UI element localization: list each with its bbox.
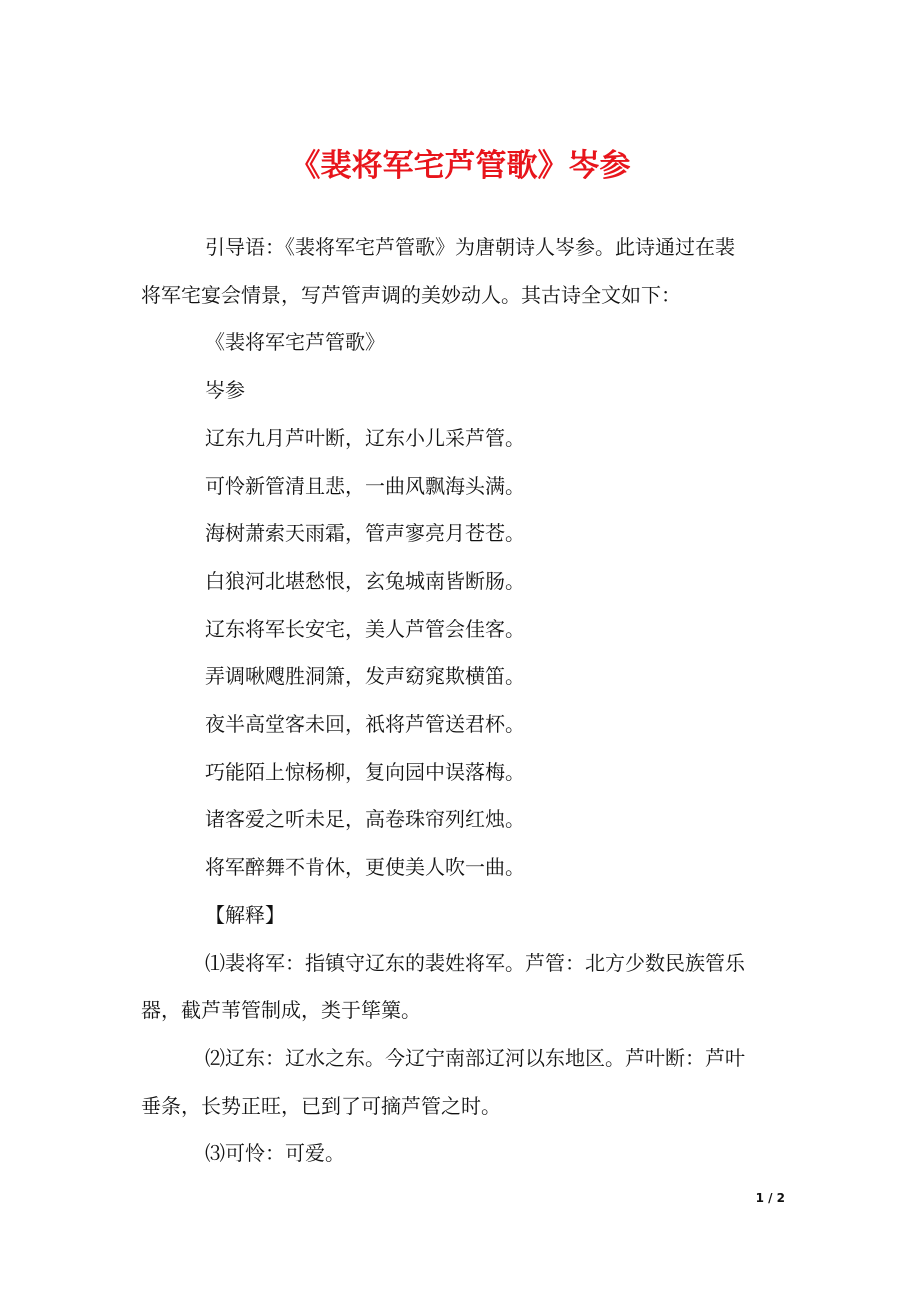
note-paragraph xyxy=(141,1035,781,1130)
poem-line: 辽东九月芦叶断，辽东小儿采芦管。 xyxy=(205,425,525,450)
intro-paragraph xyxy=(141,224,781,319)
poem-line: 将军醉舞不肯休，更使美人吹一曲。 xyxy=(205,855,525,880)
note-1-line-1: ⑴裴将军：指镇守辽东的裴姓将军。芦管：北方少数民族管乐 xyxy=(205,950,745,975)
poem-line: 辽东将军长安宅，美人芦管会佳客。 xyxy=(205,616,525,641)
poem-line: 可怜新管清且悲，一曲风飘海头满。 xyxy=(205,473,525,498)
note-paragraph xyxy=(141,940,781,1035)
note-3-line-1: ⑶可怜：可爱。 xyxy=(205,1141,345,1166)
poem-line: 诸客爱之听未足，高卷珠帘列红烛。 xyxy=(205,807,525,832)
document-title: 《裴将军宅芦管歌》岑参 xyxy=(289,148,631,184)
poem-line: 巧能陌上惊杨柳，复向园中误落梅。 xyxy=(205,759,525,784)
note-paragraph xyxy=(141,1130,781,1178)
document-body xyxy=(141,224,781,1178)
note-1-line-2: 器，截芦苇管制成，类于筚篥。 xyxy=(141,998,421,1023)
poem-line: 海树萧索天雨霜，管声寥亮月苍苍。 xyxy=(205,521,525,546)
intro-line-1: 引导语：《裴将军宅芦管歌》为唐朝诗人岑参。此诗通过在裴 xyxy=(205,235,735,259)
note-2-line-1: ⑵辽东：辽水之东。今辽宁南部辽河以东地区。芦叶断：芦叶 xyxy=(205,1045,745,1070)
poem-line: 夜半高堂客未回，祇将芦管送君杯。 xyxy=(205,712,525,737)
intro-line-2: 将军宅宴会情景，写芦管声调的美妙动人。其古诗全文如下： xyxy=(141,282,681,307)
poem-line: 弄调啾飕胜洞箫，发声窈窕欺横笛。 xyxy=(205,664,525,689)
poem-line: 白狼河北堪愁恨，玄兔城南皆断肠。 xyxy=(205,568,525,593)
note-2-line-2: 垂条，长势正旺，已到了可摘芦管之时。 xyxy=(141,1093,501,1118)
poem-title: 《裴将军宅芦管歌》 xyxy=(205,330,385,355)
poem-author: 岑参 xyxy=(205,378,245,403)
page-number: 1 / 2 xyxy=(755,1191,785,1205)
explanation-heading: 【解释】 xyxy=(205,902,285,927)
